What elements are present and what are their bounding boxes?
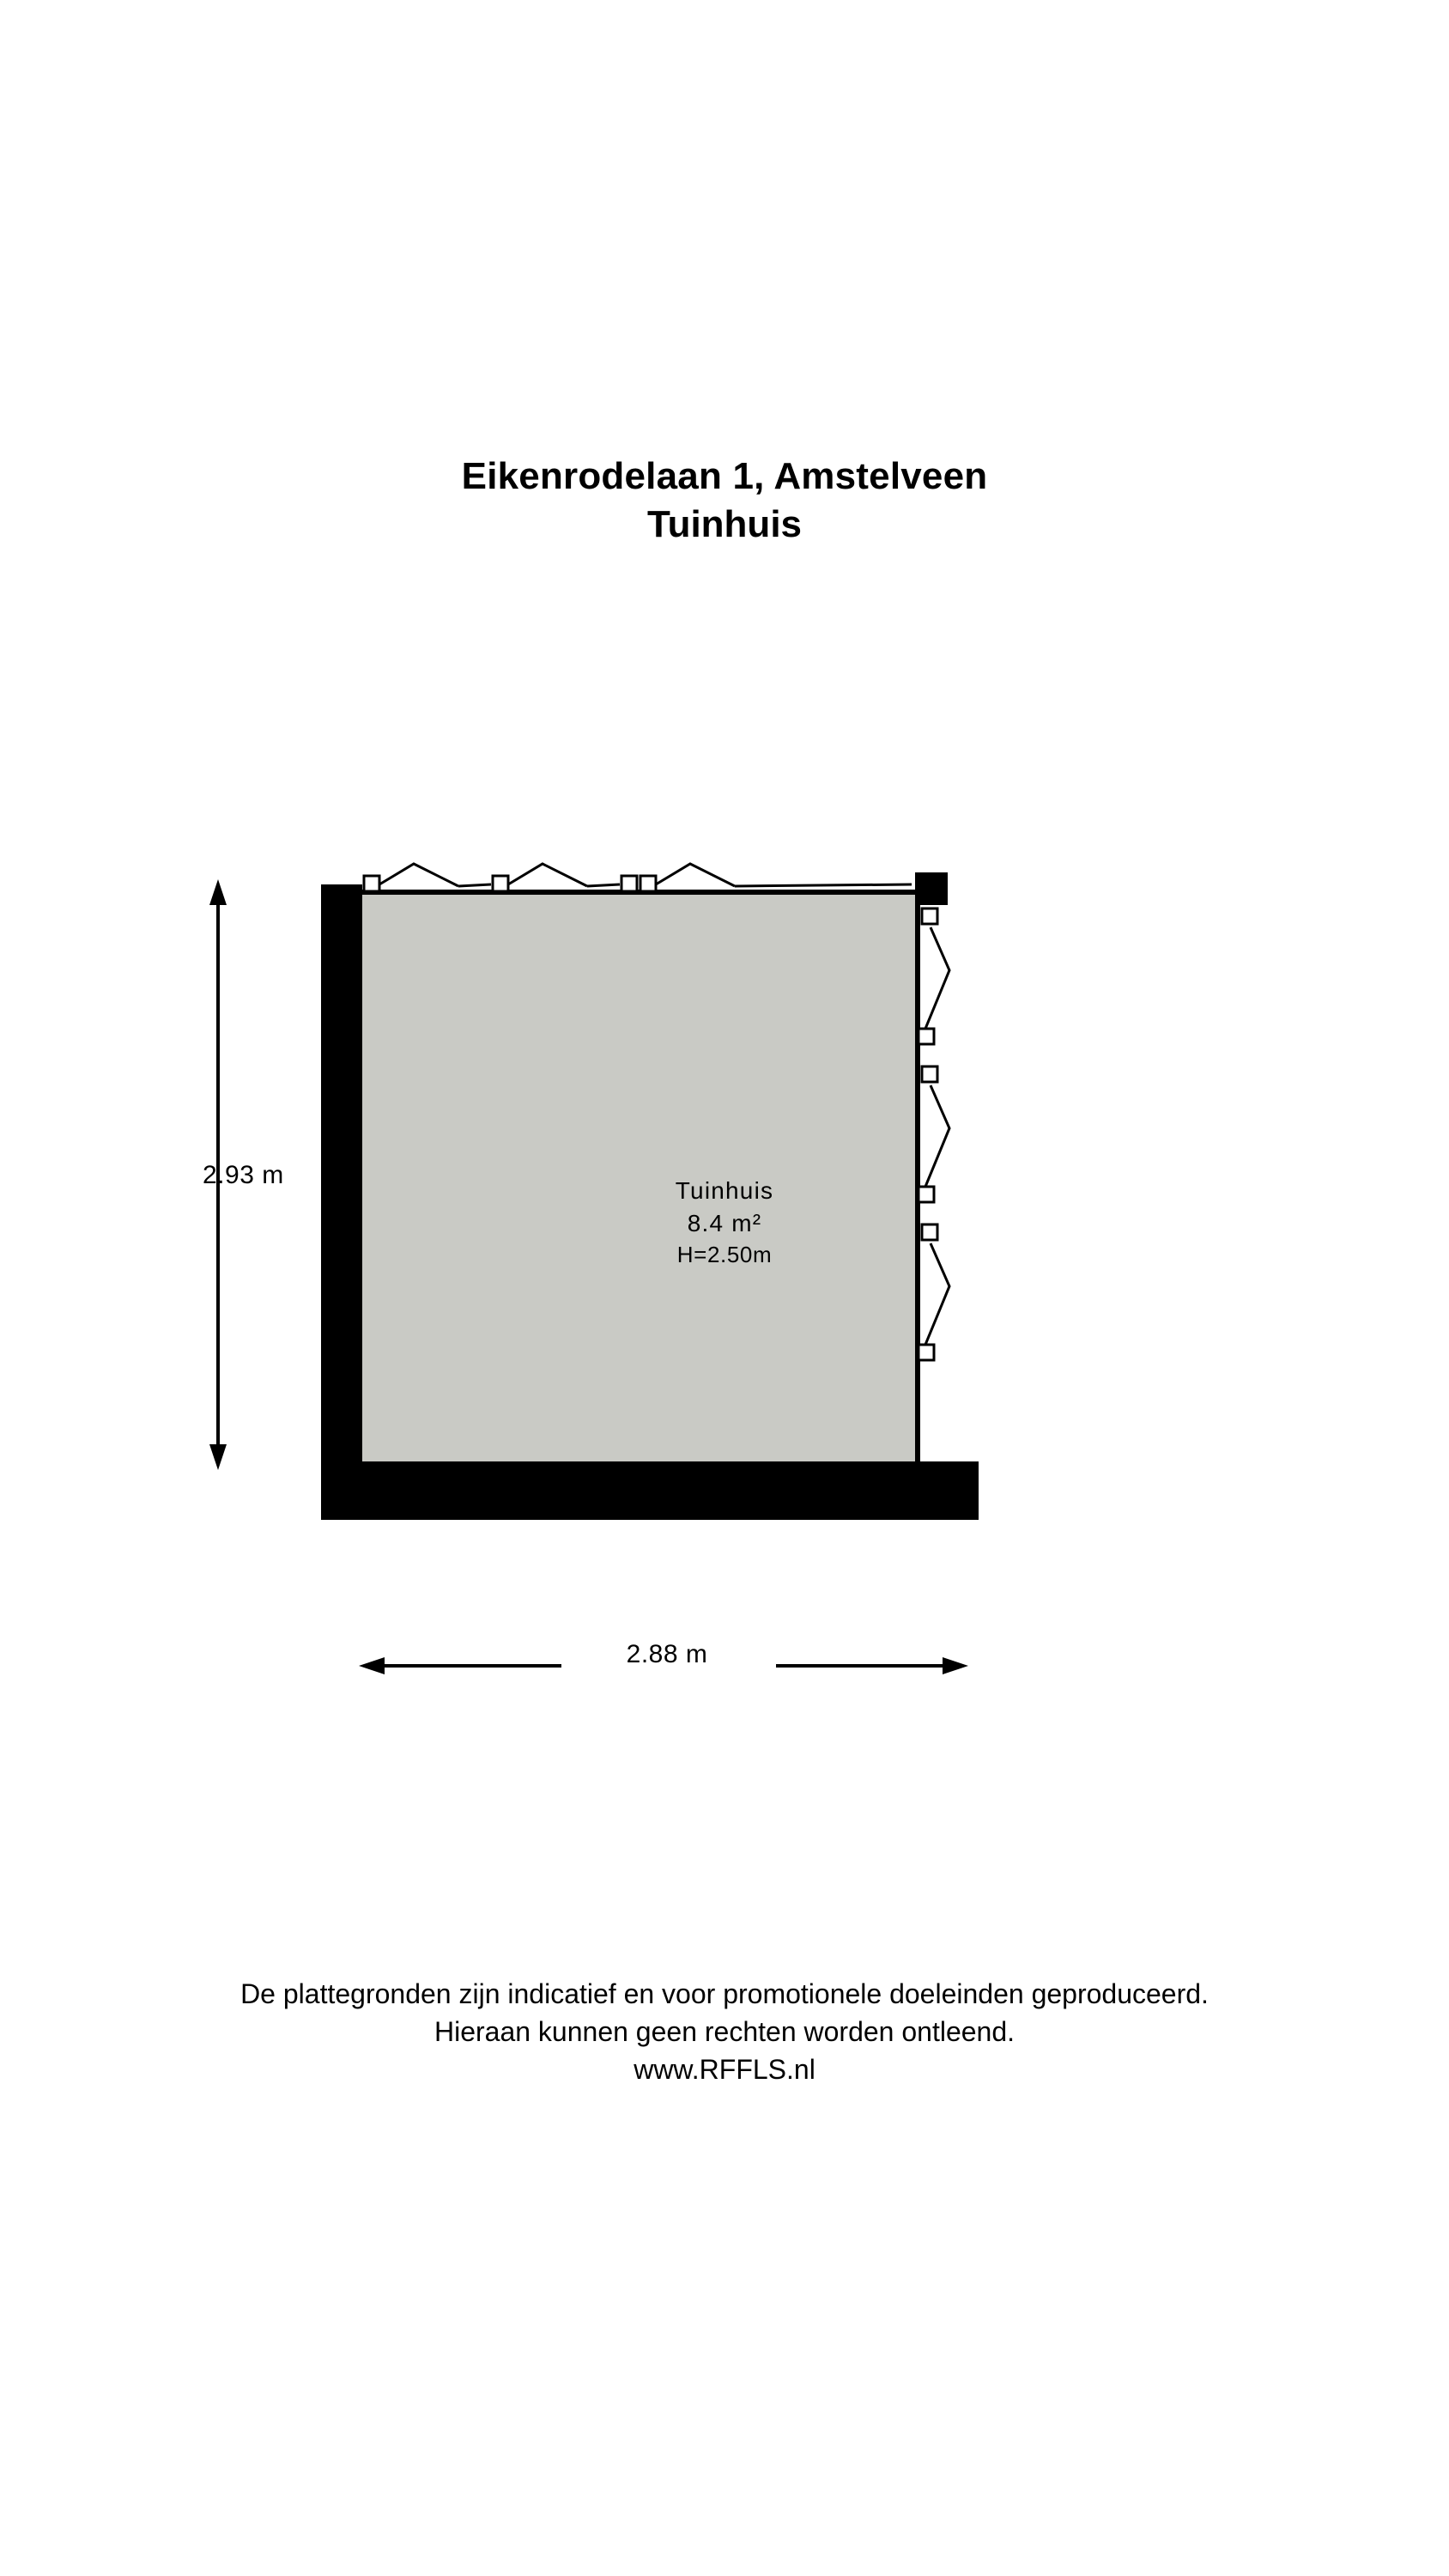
opening-jamb <box>922 908 937 924</box>
room-name: Tuinhuis <box>675 1177 774 1204</box>
opening-jamb <box>922 1066 937 1082</box>
footer-website: www.RFFLS.nl <box>634 2054 815 2086</box>
opening-jamb <box>640 876 656 891</box>
window-leaf <box>925 1243 949 1345</box>
wall-bottom <box>321 1461 979 1520</box>
opening-jamb <box>919 1029 934 1044</box>
dimension-horizontal-label: 2.88 m <box>626 1640 708 1668</box>
window-leaf <box>656 864 735 886</box>
room-area: 8.4 m² <box>687 1209 762 1236</box>
room-floor-fill <box>362 895 920 1461</box>
opening-jamb <box>364 876 379 891</box>
opening-jamb <box>919 1187 934 1202</box>
footer-line-1: De plattegronden zijn indicatief en voor promotionele doeleinden geproduceerd. <box>240 1978 1209 2009</box>
right-openings <box>919 908 949 1360</box>
opening-jamb <box>493 876 508 891</box>
opening-jamb <box>922 1224 937 1240</box>
title-subtitle: Tuinhuis <box>646 502 803 545</box>
opening-jamb <box>919 1345 934 1360</box>
top-openings <box>364 864 912 891</box>
wall-right <box>915 890 920 1467</box>
opening-jamb <box>621 876 637 891</box>
window-leaf <box>735 884 912 886</box>
room-height: H=2.50m <box>676 1241 773 1267</box>
footer-line-2: Hieraan kunnen geen rechten worden ontleend. <box>433 2016 1016 2048</box>
window-leaf <box>508 864 587 886</box>
dimension-vertical-label: 2.93 m <box>203 1161 284 1189</box>
window-leaf <box>458 884 491 886</box>
window-leaf <box>925 1085 949 1187</box>
footer-disclaimer <box>0 1975 1449 2088</box>
page-title <box>0 455 1449 547</box>
window-leaf <box>925 927 949 1029</box>
title-address: Eikenrodelaan 1, Amstelveen <box>461 455 988 497</box>
window-leaf <box>587 884 620 886</box>
wall-left <box>321 884 362 1520</box>
window-leaf <box>379 864 458 886</box>
floorplan-container <box>0 841 1449 1786</box>
corner-post <box>915 872 948 905</box>
